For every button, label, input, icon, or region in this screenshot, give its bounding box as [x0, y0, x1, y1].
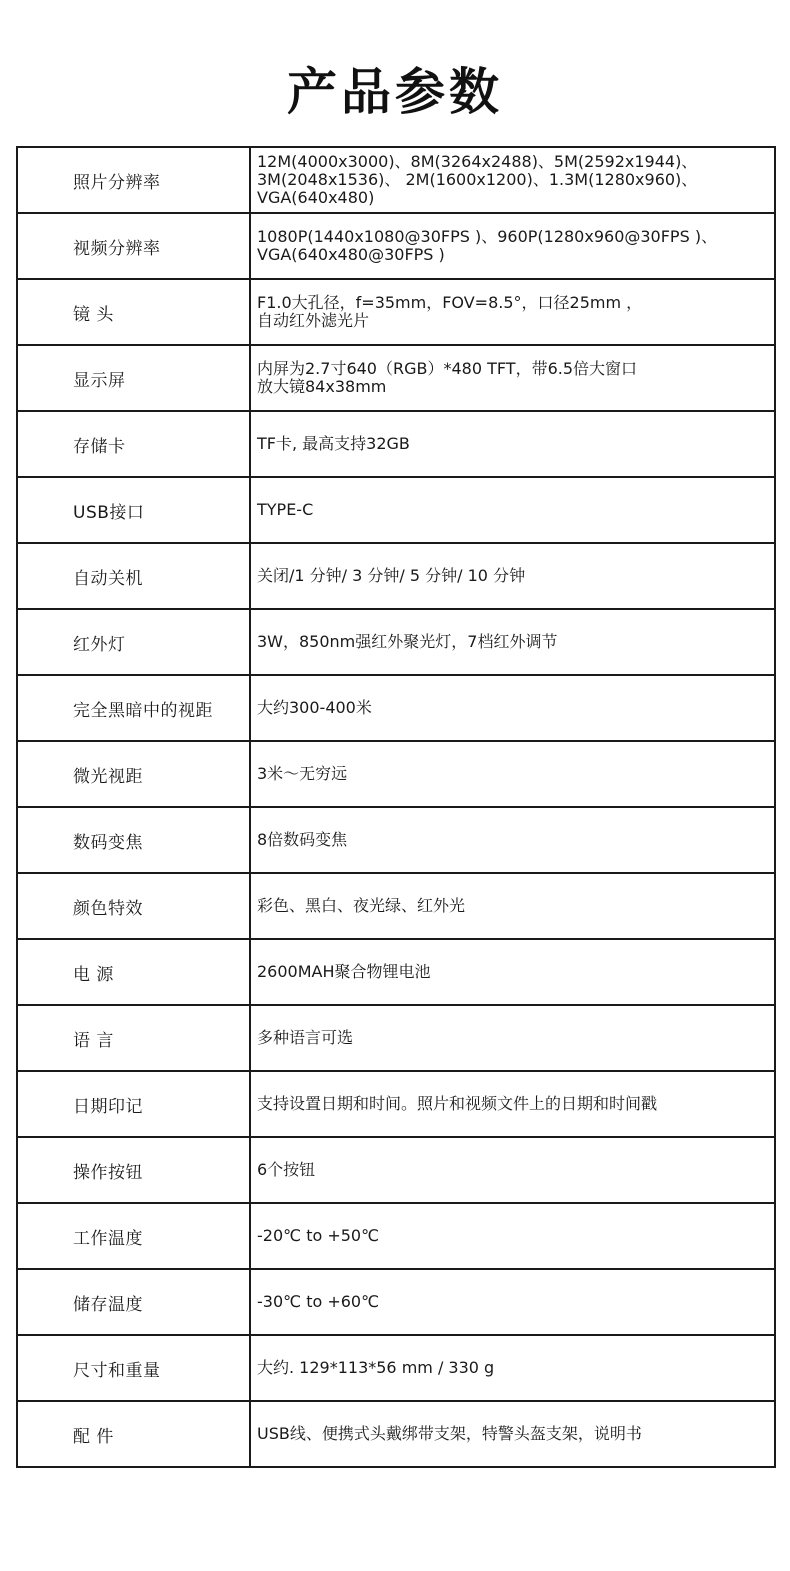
- table-row: [17, 1137, 775, 1203]
- table-row: [17, 543, 775, 609]
- spec-label: 显示屏: [17, 345, 250, 411]
- spec-value: TYPE-C: [250, 477, 775, 543]
- table-row: [17, 1269, 775, 1335]
- spec-label: 存储卡: [17, 411, 250, 477]
- spec-value: 大约300-400米: [250, 675, 775, 741]
- table-row: [17, 609, 775, 675]
- table-row: [17, 807, 775, 873]
- spec-value: 1080P(1440x1080@30FPS )、960P(1280x960@30FPS )、 VGA(640x480@30FPS ): [250, 213, 775, 279]
- spec-label: 完全黑暗中的视距: [17, 675, 250, 741]
- page-title: 产品参数: [287, 63, 503, 121]
- table-row: [17, 1071, 775, 1137]
- spec-table-body: [17, 147, 775, 1467]
- table-row: [17, 477, 775, 543]
- spec-value: USB线、便携式头戴绑带支架，特警头盔支架，说明书: [250, 1401, 775, 1467]
- spec-value: 3米～无穷远: [250, 741, 775, 807]
- spec-label: 储存温度: [17, 1269, 250, 1335]
- spec-value: 3W，850nm强红外聚光灯，7档红外调节: [250, 609, 775, 675]
- spec-label: 镜 头: [17, 279, 250, 345]
- table-row: [17, 1005, 775, 1071]
- table-row: [17, 147, 775, 213]
- table-row: [17, 345, 775, 411]
- spec-label: 红外灯: [17, 609, 250, 675]
- spec-value: 大约. 129*113*56 mm / 330 g: [250, 1335, 775, 1401]
- table-row: [17, 675, 775, 741]
- spec-label: 日期印记: [17, 1071, 250, 1137]
- spec-label: 颜色特效: [17, 873, 250, 939]
- spec-value: 8倍数码变焦: [250, 807, 775, 873]
- spec-label: 视频分辨率: [17, 213, 250, 279]
- spec-value: 多种语言可选: [250, 1005, 775, 1071]
- spec-label: 电 源: [17, 939, 250, 1005]
- table-row: [17, 213, 775, 279]
- spec-label: 照片分辨率: [17, 147, 250, 213]
- spec-label: 操作按钮: [17, 1137, 250, 1203]
- spec-label: 尺寸和重量: [17, 1335, 250, 1401]
- table-row: [17, 279, 775, 345]
- spec-value: 内屏为2.7寸640（RGB）*480 TFT，带6.5倍大窗口 放大镜84x38mm: [250, 345, 775, 411]
- spec-value: 2600MAH聚合物锂电池: [250, 939, 775, 1005]
- spec-label: 语 言: [17, 1005, 250, 1071]
- spec-value: 彩色、黑白、夜光绿、红外光: [250, 873, 775, 939]
- table-row: [17, 1401, 775, 1467]
- table-row: [17, 411, 775, 477]
- spec-value: 12M(4000x3000)、8M(3264x2488)、5M(2592x1944)、 3M(2048x1536)、 2M(1600x1200)、1.3M(1280x960)、 VGA(640x480): [250, 147, 775, 213]
- spec-value: F1.0大孔径，f=35mm，FOV=8.5°，口径25mm ， 自动红外滤光片: [250, 279, 775, 345]
- spec-value: 支持设置日期和时间。照片和视频文件上的日期和时间戳: [250, 1071, 775, 1137]
- spec-label: 微光视距: [17, 741, 250, 807]
- table-row: [17, 939, 775, 1005]
- table-row: [17, 873, 775, 939]
- spec-table: [16, 146, 776, 1468]
- table-row: [17, 1203, 775, 1269]
- spec-value: -30℃ to +60℃: [250, 1269, 775, 1335]
- spec-value: TF卡, 最高支持32GB: [250, 411, 775, 477]
- spec-value: -20℃ to +50℃: [250, 1203, 775, 1269]
- spec-label: 数码变焦: [17, 807, 250, 873]
- spec-label: USB接口: [17, 477, 250, 543]
- table-row: [17, 741, 775, 807]
- spec-label: 配 件: [17, 1401, 250, 1467]
- table-row: [17, 1335, 775, 1401]
- spec-label: 自动关机: [17, 543, 250, 609]
- spec-value: 关闭/1 分钟/ 3 分钟/ 5 分钟/ 10 分钟: [250, 543, 775, 609]
- spec-label: 工作温度: [17, 1203, 250, 1269]
- spec-value: 6个按钮: [250, 1137, 775, 1203]
